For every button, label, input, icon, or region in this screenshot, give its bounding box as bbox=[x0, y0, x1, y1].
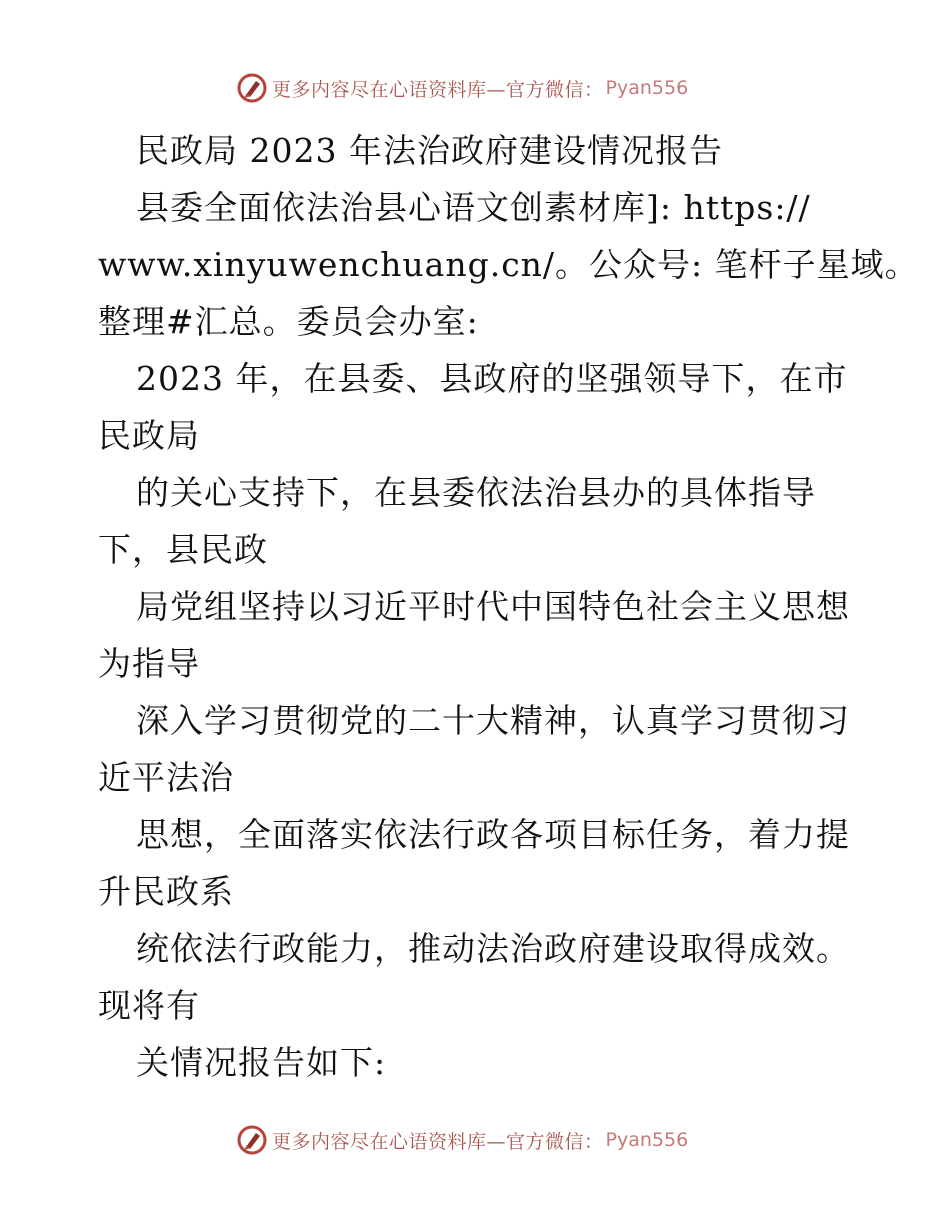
footer-watermark-banner bbox=[0, 1120, 950, 1160]
paragraph-line: 民政局 bbox=[98, 416, 200, 455]
document-body bbox=[98, 122, 919, 1091]
paragraph-line: 现将有 bbox=[98, 986, 200, 1025]
paragraph-line: 2023 年，在县委、县政府的坚强领导下，在市 bbox=[136, 359, 848, 398]
pen-nib-logo-icon bbox=[236, 72, 268, 104]
paragraph-line: www.xinyuwenchuang.cn/。公众号: 笔杆子星域。 bbox=[98, 245, 919, 284]
watermark-text: 更多内容尽在心语资料库—官方微信： bbox=[272, 1130, 604, 1153]
paragraph-line: 深入学习贯彻党的二十大精神，认真学习贯彻习 bbox=[136, 701, 850, 740]
document-title: 民政局 2023 年法治政府建设情况报告 bbox=[136, 131, 723, 170]
paragraph-line: 近平法治 bbox=[98, 758, 234, 797]
watermark-wechat-id: Pyan556 bbox=[605, 1129, 689, 1151]
paragraph-line: 统依法行政能力，推动法治政府建设取得成效。 bbox=[136, 929, 850, 968]
header-watermark-content bbox=[236, 72, 688, 104]
paragraph-line: 的关心支持下，在县委依法治县办的具体指导 bbox=[136, 473, 816, 512]
paragraph-line: 局党组坚持以习近平时代中国特色社会主义思想 bbox=[136, 587, 850, 626]
watermark-text: 更多内容尽在心语资料库—官方微信： bbox=[272, 78, 604, 101]
paragraph-line: 升民政系 bbox=[98, 872, 234, 911]
paragraph-line: 整理#汇总。委员会办室: bbox=[98, 302, 479, 341]
paragraph-line: 下，县民政 bbox=[98, 530, 268, 569]
paragraph-line: 为指导 bbox=[98, 644, 200, 683]
paragraph-line: 关情况报告如下: bbox=[136, 1043, 387, 1082]
paragraph-line: 县委全面依法治县心语文创素材库]: https:// bbox=[136, 188, 811, 227]
paragraph-line: 思想，全面落实依法行政各项目标任务，着力提 bbox=[136, 815, 850, 854]
pen-nib-logo-icon bbox=[236, 1124, 268, 1156]
header-watermark-banner bbox=[0, 68, 950, 108]
watermark-wechat-id: Pyan556 bbox=[605, 77, 689, 99]
footer-watermark-content bbox=[236, 1124, 688, 1156]
